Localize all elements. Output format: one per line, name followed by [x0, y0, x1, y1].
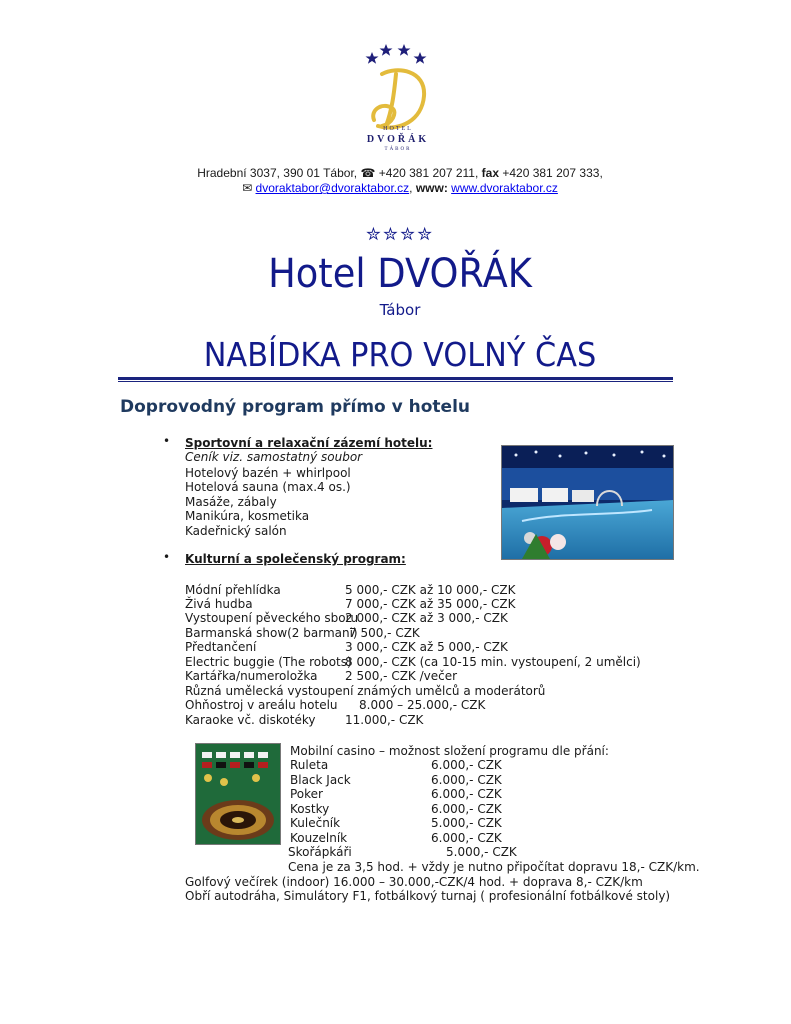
- culture-row-label: Kartářka/numeroložka: [185, 669, 318, 683]
- casino-row-price: 6.000,- CZK: [431, 831, 502, 845]
- logo-city: TÁBOR: [384, 147, 412, 152]
- roulette-image-icon: [196, 744, 280, 844]
- casino-row-label: Ruleta: [290, 758, 329, 772]
- phone-number: +420 381 207 211,: [378, 166, 479, 180]
- sport-note: Ceník viz. samostatný soubor: [185, 450, 363, 464]
- envelope-icon: ✉: [242, 181, 253, 195]
- list-item: Masáže, zábaly: [185, 495, 277, 509]
- culture-row-label: Vystoupení pěveckého sboru: [185, 611, 359, 625]
- page-title: NABÍDKA PRO VOLNÝ ČAS: [203, 335, 597, 374]
- casino-row-label: Kouzelník: [290, 831, 348, 845]
- phone-icon: ☎: [360, 166, 376, 180]
- bullet-sport: •: [163, 434, 171, 448]
- list-item: Hotelový bazén + whirlpool: [185, 466, 351, 480]
- divider-thick: [118, 377, 673, 380]
- culture-row-price: 8.000 – 25.000,- CZK: [359, 698, 486, 712]
- culture-row-price: 11.000,- CZK: [345, 713, 424, 727]
- casino-row-price: 5.000,- CZK: [431, 816, 502, 830]
- culture-row-price: 7 500,- CZK: [349, 626, 420, 640]
- casino-row-label: Skořápkáři: [288, 845, 352, 859]
- casino-row-label: Poker: [290, 787, 323, 801]
- culture-row-label: Karaoke vč. diskotéky: [185, 713, 316, 727]
- culture-row-label: Živá hudba: [185, 597, 253, 611]
- casino-intro: Mobilní casino – možnost složení programu dle přání:: [290, 744, 609, 758]
- website-link[interactable]: www.dvoraktabor.cz: [451, 181, 558, 195]
- casino-row-label: Kulečník: [290, 816, 341, 830]
- casino-row-label: Black Jack: [290, 773, 351, 787]
- list-item: Kadeřnický salón: [185, 524, 287, 538]
- list-item: Hotelová sauna (max.4 os.): [185, 480, 351, 494]
- address: Hradební 3037, 390 01 Tábor,: [197, 166, 358, 180]
- hotel-logo: [352, 40, 444, 158]
- hotel-city: Tábor: [379, 301, 421, 319]
- culture-row-price: 7 000,- CZK až 35 000,- CZK: [345, 597, 516, 611]
- casino-photo: [195, 743, 281, 845]
- logo-hotel-name: DVOŘÁK: [366, 134, 430, 145]
- casino-row-label: Kostky: [290, 802, 330, 816]
- casino-note: Cena je za 3,5 hod. + vždy je nutno připočítat dopravu 18,- CZK/km.: [288, 860, 700, 874]
- culture-row-label: Módní přehlídka: [185, 583, 281, 597]
- culture-row-price: 3 000,- CZK až 5 000,- CZK: [345, 640, 508, 654]
- rating-stars-icon: ✮✮✮✮: [365, 224, 435, 245]
- casino-row-price: 6.000,- CZK: [431, 758, 502, 772]
- golf-party-line: Golfový večírek (indoor) 16.000 – 30.000,-CZK/4 hod. + doprava 8,- CZK/km: [185, 875, 643, 889]
- casino-row-price: 6.000,- CZK: [431, 773, 502, 787]
- pool-photo: [501, 445, 674, 560]
- culture-row-label: Electric buggie (The robots): [185, 655, 352, 669]
- logo-hotel-word: HOTEL: [383, 126, 413, 132]
- casino-row-price: 6.000,- CZK: [431, 802, 502, 816]
- culture-row-label: Různá umělecká vystoupení známých umělců a moderátorů: [185, 684, 546, 698]
- fax-label: fax: [481, 166, 499, 180]
- culture-row-price: 2 500,- CZK /večer: [345, 669, 458, 683]
- contact-line-2: ✉ dvoraktabor@dvoraktabor.cz, www: www.dvoraktabor.cz: [242, 181, 558, 195]
- culture-row-label: Barmanská show(2 barmani): [185, 626, 358, 640]
- www-label: www:: [415, 181, 448, 195]
- culture-row-label: Ohňostroj v areálu hotelu: [185, 698, 338, 712]
- fax-number: +420 381 207 333,: [502, 166, 603, 180]
- culture-row-price: 5 000,- CZK až 10 000,- CZK: [345, 583, 516, 597]
- list-item: Manikúra, kosmetika: [185, 509, 310, 523]
- bullet-culture: •: [163, 550, 171, 564]
- divider-thin: [118, 381, 673, 382]
- casino-row-price: 5.000,- CZK: [446, 845, 517, 859]
- race-track-line: Obří autodráha, Simulátory F1, fotbálkový turnaj ( profesionální fotbálkové stoly): [185, 889, 671, 903]
- culture-row-price: 8 000,- CZK (ca 10-15 min. vystoupení, 2 umělci): [345, 655, 641, 669]
- email-link[interactable]: dvoraktabor@dvoraktabor.cz: [255, 181, 410, 195]
- contact-line-1: [100, 166, 700, 181]
- section-title: Doprovodný program přímo v hotelu: [120, 397, 471, 417]
- culture-heading: Kulturní a společenský program:: [185, 552, 406, 566]
- casino-row-price: 6.000,- CZK: [431, 787, 502, 801]
- sport-heading: Sportovní a relaxační zázemí hotelu:: [185, 436, 433, 450]
- pool-image-icon: [502, 446, 673, 559]
- culture-row-price: 2 000,- CZK až 3 000,- CZK: [345, 611, 508, 625]
- hotel-name-heading: Hotel DVOŘÁK: [268, 251, 532, 297]
- culture-row-label: Předtančení: [185, 640, 257, 654]
